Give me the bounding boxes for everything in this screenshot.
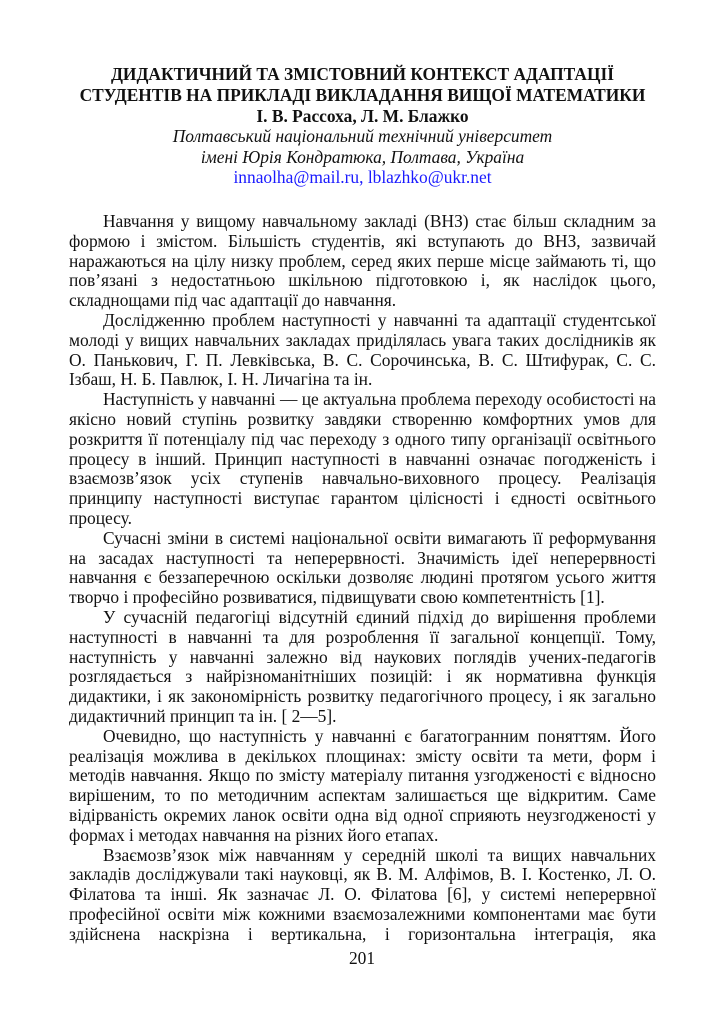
email-link-2[interactable]: lblazhko@ukr.net bbox=[367, 167, 492, 187]
body-paragraph-4: Сучасні зміни в системі національної освіти вимагають її реформування на засадах наступності та неперервності. Значимість ідеї неперервності навчання є беззаперечною оскільки дозволяє людині протягом усього життя творчо і професійно розвиватися, підвищувати свою компетентність [1]. bbox=[69, 527, 656, 608]
paper-body bbox=[69, 212, 656, 944]
email-separator: , bbox=[359, 167, 368, 187]
body-paragraph-7: Взаємозв’язок між навчанням у середній школі та вищих навчальних закладів досліджували такі науковці, як В. М. Алфімов, В. І. Костенко, Л. О. Філатова та інші. Як зазначає Л. О. Філатова [6], у системі неперервної професійної освіти між кожними взаємозалежними компонентами має бути здійснена наскрізна і вертикальна, і горизонтальна інтеграція, яка bbox=[69, 844, 656, 944]
paper-authors: І. В. Рассоха, Л. М. Блажко bbox=[256, 106, 469, 126]
paper-page bbox=[69, 64, 656, 944]
paper-title-line-2: СТУДЕНТІВ НА ПРИКЛАДІ ВИКЛАДАННЯ ВИЩОЇ МАТЕМАТИКИ bbox=[79, 85, 646, 105]
body-paragraph-3: Наступність у навчанні — це актуальна проблема переходу особистості на якісно новий ступінь розвитку завдяки створенню комфортних умов для розкриття її потенціалу під час переходу з одного типу організації освітнього процесу в інший. Принцип наступності в навчанні означає погодженість і взаємозв’язок усіх ступенів навчально-виховного процесу. Реалізація принципу наступності виступає гарантом цілісності і єдності освітнього процесу. bbox=[69, 389, 656, 528]
affiliation-line-1: Полтавський національний технічний університет bbox=[172, 126, 553, 146]
paper-header bbox=[69, 64, 656, 187]
page-number: 201 bbox=[348, 948, 376, 968]
body-paragraph-5: У сучасній педагогіці відсутній єдиний підхід до вирішення проблеми наступності в навчанні та для розроблення її загальної концепції. Тому, наступність у навчанні залежно від наукових поглядів учених-педагогів розглядається з найрізноманітніших позицій: і як нормативна функція дидактики, і як закономірність розвитку педагогічного процесу, і як загально дидактичний принцип та ін. [ 2—5]. bbox=[69, 606, 656, 726]
affiliation-line-2: імені Юрія Кондратюка, Полтава, Україна bbox=[200, 146, 525, 167]
body-paragraph-6: Очевидно, що наступність у навчанні є багатогранним поняттям. Його реалізація можлива в декількох площинах: змісту освіти та мети, форм і методів навчання. Якщо по змісту матеріалу питання узгодженості є відносно вирішеним, то по методичним аспектам залишається ще відкритим. Саме відірваність окремих ланок освіти одна від одної сприяють неузгодженості у формах і методах навчання на різних його етапах. bbox=[69, 725, 656, 845]
email-link-1[interactable]: innaolha@mail.ru bbox=[233, 167, 360, 187]
author-emails bbox=[69, 167, 656, 187]
body-paragraph-2: Дослідженню проблем наступності у навчанні та адаптації студентської молоді у вищих навчальних закладах приділялась увага таких дослідників як О. Панькович, Г. П. Левківська, В. С. Сорочинська, В. С. Штифурак, С. С. Ізбаш, Н. Б. Павлюк, І. Н. Личагіна та ін. bbox=[69, 309, 656, 390]
paper-title-line-1: ДИДАКТИЧНИЙ ТА ЗМІСТОВНИЙ КОНТЕКСТ АДАПТАЦІЇ bbox=[110, 64, 615, 84]
body-paragraph-1: Навчання у вищому навчальному закладі (ВНЗ) стає більш складним за формою і змістом. Більшість студентів, які вступають до ВНЗ, зазвичай наражаються на цілу низку проблем, серед яких перше місце займають ті, що пов’язані з недостатньою шкільною підготовкою і, як наслідок цього, складнощами під час адаптації до навчання. bbox=[69, 211, 656, 311]
